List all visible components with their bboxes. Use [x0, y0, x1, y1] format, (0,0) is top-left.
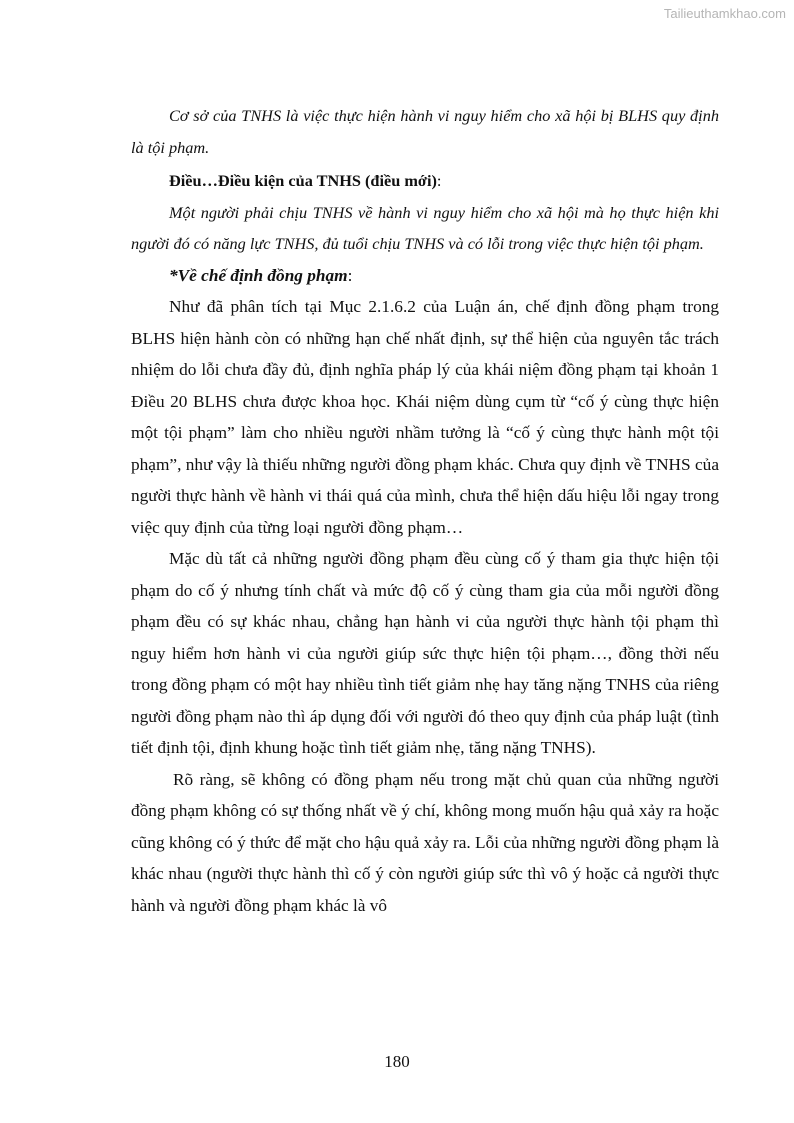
paragraph-basis-of-liability: Cơ sở của TNHS là việc thực hiện hành vi nguy hiểm cho xã hội bị BLHS quy định là tội phạm. — [131, 106, 719, 157]
watermark: Tailieuthamkhao.com — [663, 6, 786, 21]
paragraph-conditions-of-liability: Một người phải chịu TNHS về hành vi nguy hiểm cho xã hội mà họ thực hiện khi người đó có năng lực TNHS, đủ tuổi chịu TNHS và có lỗi trong việc thực hiện tội phạm. — [131, 202, 719, 253]
paragraph-complicity-fault: Rõ ràng, sẽ không có đồng phạm nếu trong mặt chủ quan của những người đồng phạm không có sự thống nhất về ý chí, không mong muốn hậu quả xảy ra hoặc cũng không có ý thức để mặt cho hậu quả xảy ra. Lỗi của những người đồng phạm là khác nhau (người thực hành thì cố ý còn người giúp sức thì vô ý hoặc cả người thực hành và người đồng phạm khác là vô — [131, 769, 719, 915]
paragraph-complicity-analysis: Như đã phân tích tại Mục 2.1.6.2 của Luận án, chế định đồng phạm trong BLHS hiện hành còn có những hạn chế nhất định, sự thể hiện của nguyên tắc trách nhiệm do lỗi chưa đầy đủ, định nghĩa pháp lý của khái niệm đồng phạm tại khoản 1 Điều 20 BLHS chưa được khoa học. Khái niệm dùng cụm từ “cố ý cùng thực hiện một tội phạm” làm cho nhiều người nhầm tưởng là “cố ý cùng thực hành một tội phạm”, như vậy là thiếu những người đồng phạm khác. Chưa quy định về TNHS của người thực hành về hành vi thái quá của mình, chưa thể hiện dấu hiệu lỗi ngay trong việc quy định của từng loại người đồng phạm… — [131, 297, 719, 537]
heading-conditions-colon: : — [436, 171, 442, 190]
heading-complicity-bold: *Về chế định đồng phạm — [169, 265, 348, 285]
document-body — [131, 100, 719, 921]
heading-conditions-of-liability — [131, 165, 719, 197]
heading-complicity — [131, 260, 719, 292]
heading-complicity-colon: : — [347, 265, 353, 285]
heading-conditions-bold: Điều…Điều kiện của TNHS (điều mới) — [169, 171, 437, 190]
paragraph-complicity-intent: Mặc dù tất cả những người đồng phạm đều cùng cố ý tham gia thực hiện tội phạm do cố ý nhưng tính chất và mức độ cố ý cùng tham gia của mỗi người đồng phạm đều có sự khác nhau, chẳng hạn hành vi của người thực hành tội phạm thì nguy hiểm hơn hành vi của người giúp sức thực hiện tội phạm…, đồng thời nếu trong đồng phạm có một hay nhiều tình tiết giảm nhẹ hay tăng nặng TNHS của riêng người đồng phạm nào thì áp dụng đối với người đó theo quy định của pháp luật (tình tiết định tội, định khung hoặc tình tiết giảm nhẹ, tăng nặng TNHS). — [131, 549, 719, 757]
page-number: 180 — [384, 1052, 410, 1071]
